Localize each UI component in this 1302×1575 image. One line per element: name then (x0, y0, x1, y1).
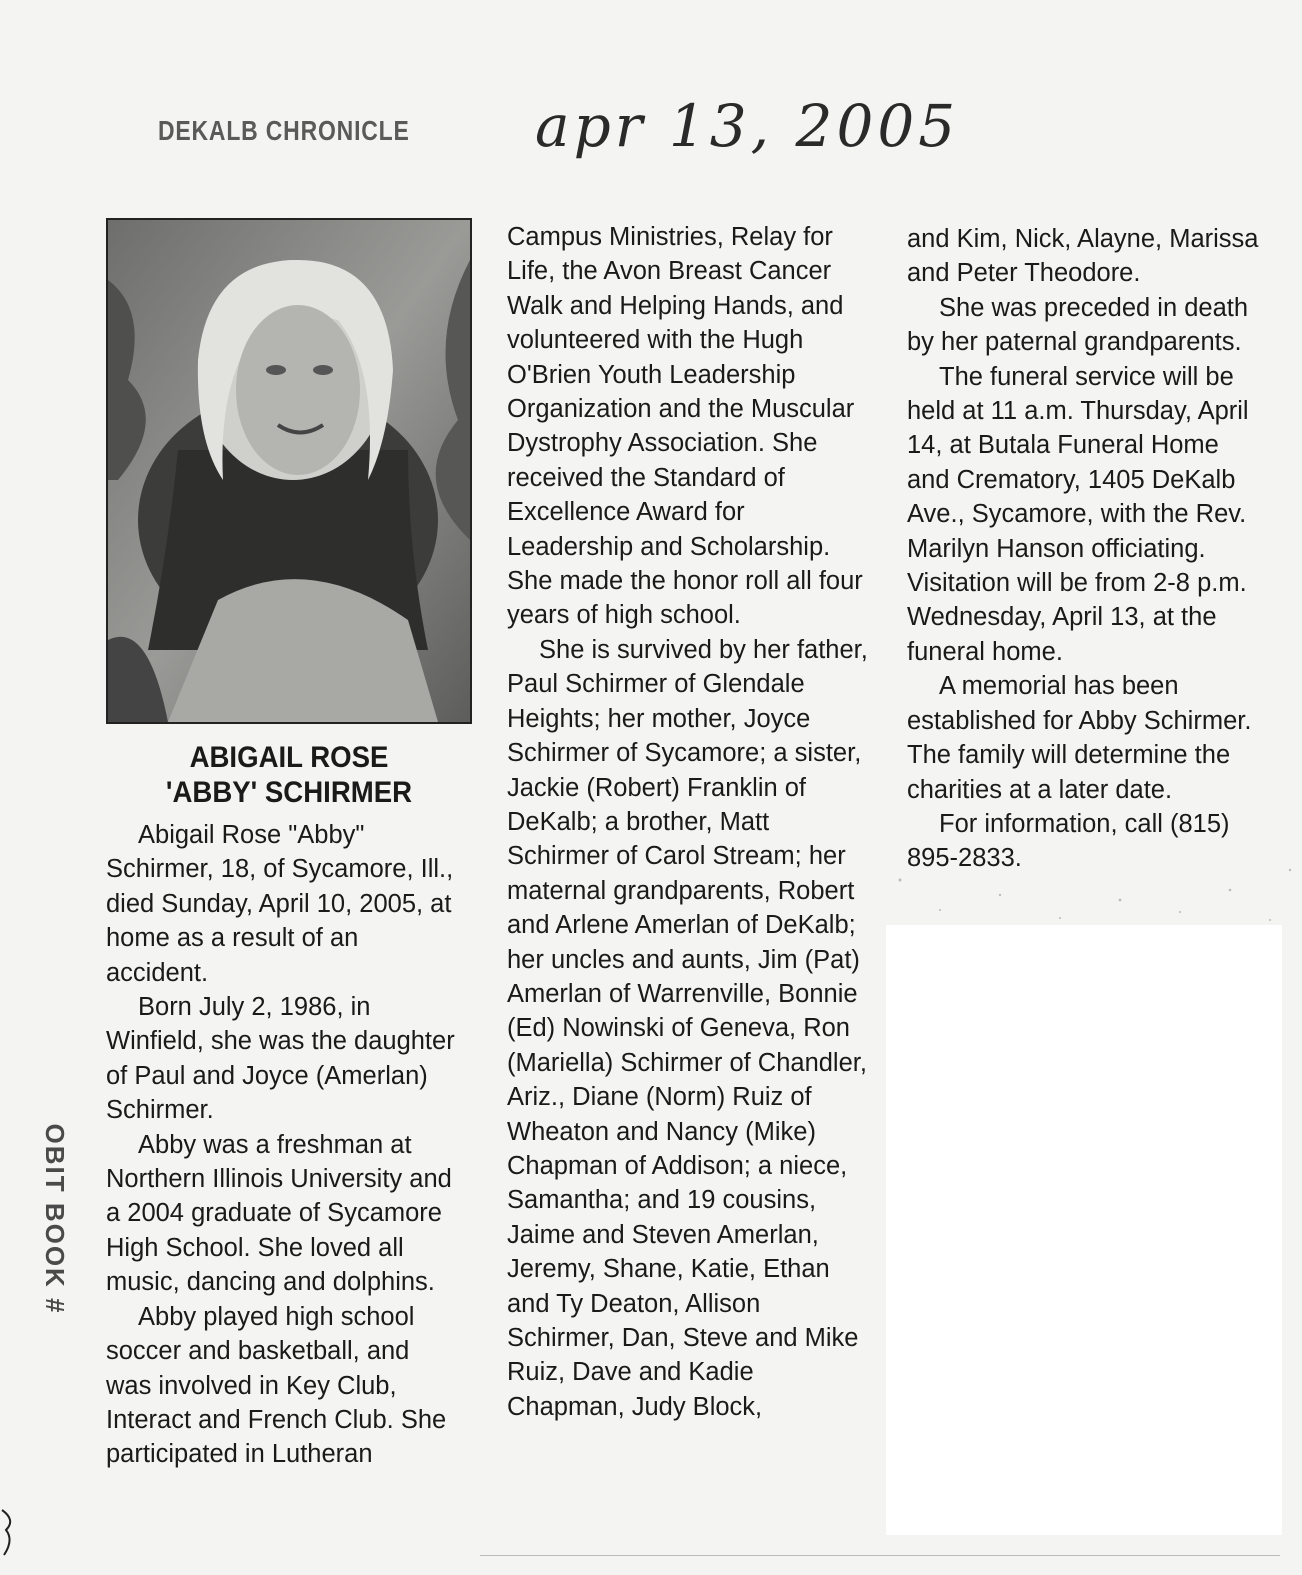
newspaper-masthead: DEKALB CHRONICLE (158, 115, 410, 146)
headline-line: ABIGAIL ROSE (189, 741, 389, 774)
paragraph: Abby played high school soccer and basketball, and was involved in Key Club, Interact and French Club. She participated in Lutheran (106, 1302, 447, 1469)
paragraph: She was preceded in death by her paternal grandparents. (907, 293, 1249, 357)
obit-book-label: OBIT BOOK # (40, 1123, 70, 1315)
paragraph: She is survived by her father, Paul Schirmer of Glendale Heights; her mother, Joyce Schirmer of Sycamore; a sister, Jackie (Robert) Franklin of DeKalb; a brother, Matt Schirmer of Carol Stream; her maternal grandparents, Robert and Arlene Amerlan of DeKalb; her uncles and aunts, Jim (Pat) Amerlan of Warrenville, Bonnie (Ed) Nowinski of Geneva, Ron (Mariella) Schirmer of Chandler, Ariz., Diane (Norm) Ruiz of Wheaton and Nancy (Mike) Chapman of Addison; a niece, Samantha; and 19 cousins, Jaime and Steven Amerlan, Jeremy, Shane, Katie, Ethan and Ty Deaton, Allison Schirmer, Dan, Steve and Mike Ruiz, Dave and Kadie Chapman, Judy Block, (507, 635, 868, 1421)
portrait-photo (106, 218, 472, 724)
portrait-illustration (108, 220, 470, 722)
print-speckle (880, 840, 1300, 930)
text-column-3 (907, 222, 1267, 876)
paragraph: For information, call (815) 895-2833. (907, 809, 1230, 873)
blank-area (886, 925, 1282, 1535)
bottom-edge (480, 1555, 1280, 1556)
paragraph: A memorial has been established for Abby Schirmer. The family will determine the charities at a later date. (907, 672, 1252, 804)
text-column-2 (507, 220, 875, 1424)
paragraph: Campus Ministries, Relay for Life, the Avon Breast Cancer Walk and Helping Hands, and volunteered with the Hugh O'Brien Youth Leadership Organization and the Muscular Dystrophy Association. She received the Standard of Excellence Award for Leadership and Scholarship. She made the honor roll all four years of high school. (507, 223, 863, 630)
paragraph: Born July 2, 1986, in Winfield, she was the daughter of Paul and Joyce (Amerlan) Schirmer. (106, 993, 455, 1125)
handwritten-date: apr 13, 2005 (535, 92, 960, 160)
paragraph: The funeral service will be held at 11 a.m. Thursday, April 14, at Butala Funeral Home and Crematory, 1405 DeKalb Ave., Sycamore, with the Rev. Marilyn Hanson officiating. Visitation will be from 2-8 p.m. Wednesday, April 13, at the funeral home. (907, 362, 1249, 666)
text-column-1 (106, 818, 458, 1472)
edge-mark (0, 1500, 20, 1560)
paragraph: Abigail Rose "Abby" Schirmer, 18, of Sycamore, Ill., died Sunday, April 10, 2005, at home as a result of an accident. (106, 821, 454, 987)
headline-line: 'ABBY' SCHIRMER (165, 776, 413, 809)
paragraph: and Kim, Nick, Alayne, Marissa and Peter Theodore. (907, 225, 1259, 288)
paragraph: Abby was a freshman at Northern Illinois University and a 2004 graduate of Sycamore High School. She loved all music, dancing and dolphins. (106, 1130, 452, 1297)
obituary-headline (121, 740, 458, 810)
